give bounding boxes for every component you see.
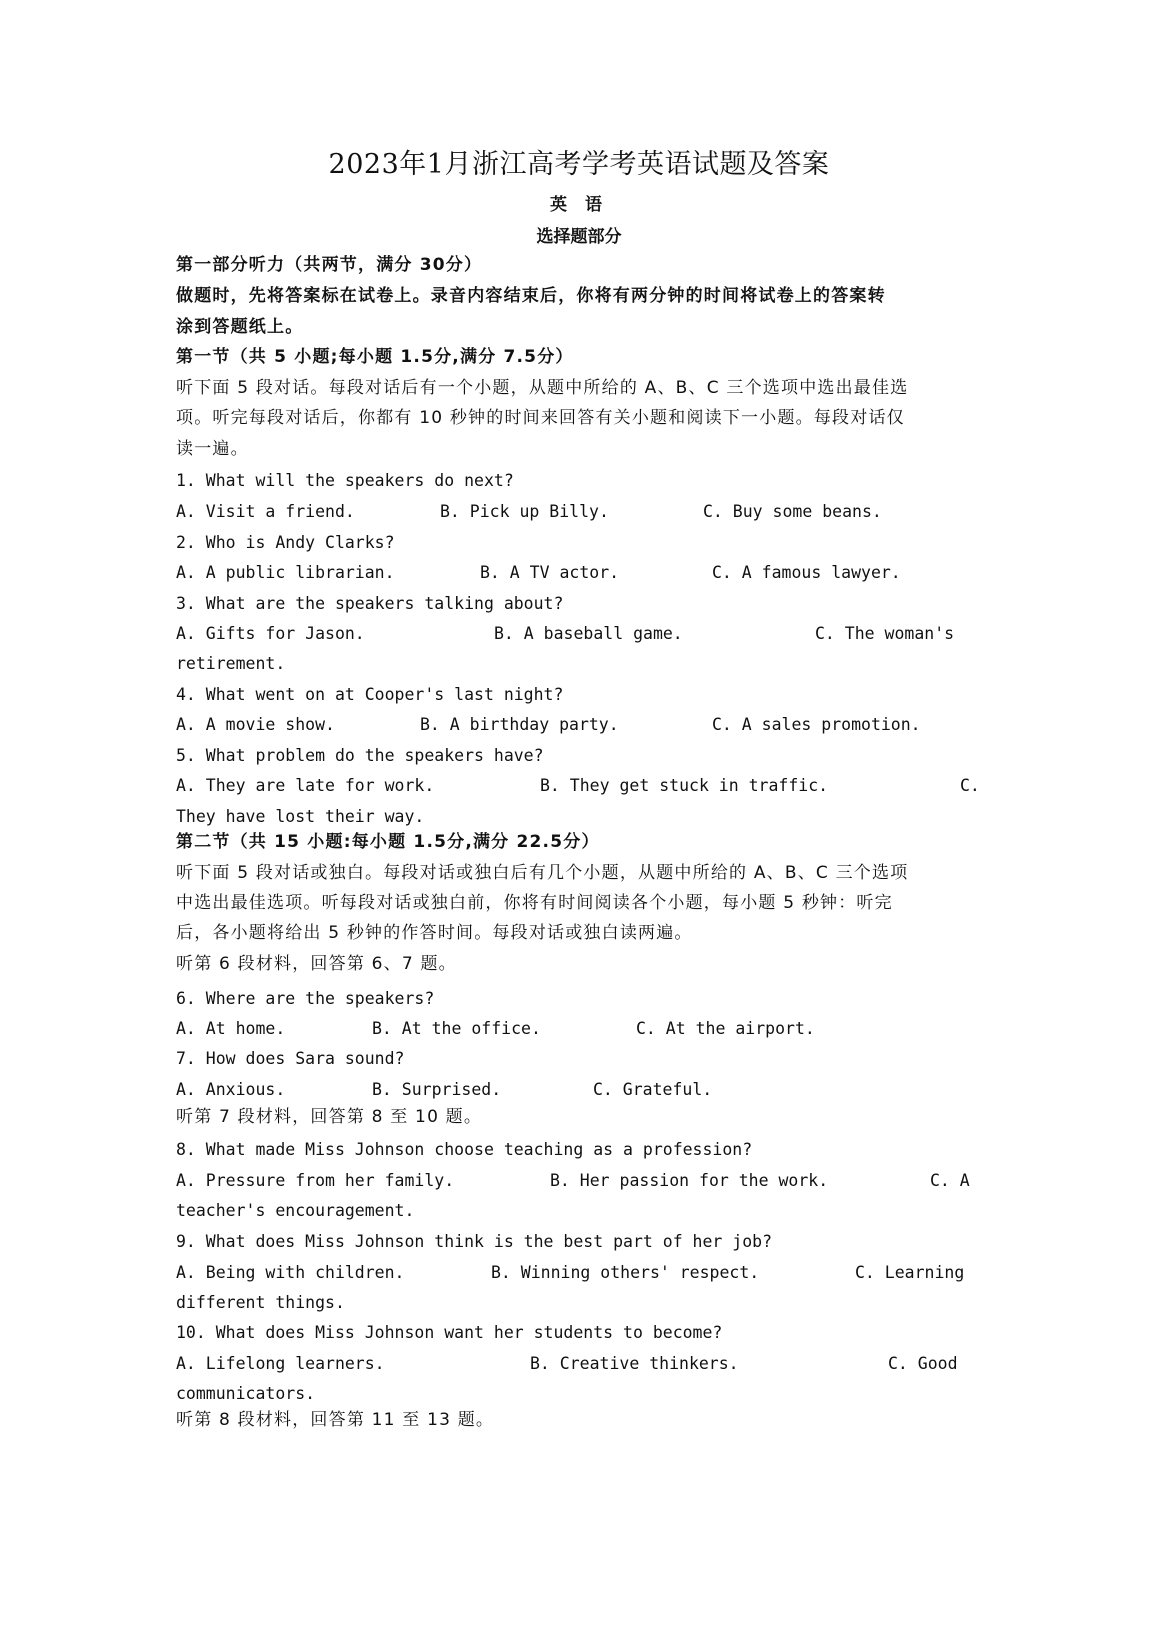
option-continuation: They have lost their way. (176, 807, 425, 826)
question-text: 1. What will the speakers do next? (176, 471, 514, 490)
section-heading: 第一部分听力（共两节，满分 30分） (176, 255, 483, 275)
question-text: 2. Who is Andy Clarks? (176, 533, 395, 552)
option-c: C. A (930, 1171, 970, 1190)
question-text: 6. Where are the speakers? (176, 989, 435, 1008)
part-instruction: 后，各小题将给出 5 秒钟的作答时间。每段对话或独白读两遍。 (176, 923, 693, 943)
option-b: B. They get stuck in traffic. (540, 776, 829, 795)
question-text: 7. How does Sara sound? (176, 1049, 405, 1068)
option-a: A. At home. (176, 1019, 286, 1038)
option-b: B. A birthday party. (420, 715, 619, 734)
option-a: A. Anxious. (176, 1080, 286, 1099)
part-instruction: 中选出最佳选项。听每段对话或独白前，你将有时间阅读各个小题，每小题 5 秒钟：听完 (176, 893, 893, 913)
option-b: B. Pick up Billy. (440, 502, 609, 521)
option-a: A. Being with children. (176, 1263, 405, 1282)
section-instruction: 涂到答题纸上。 (176, 317, 304, 337)
option-b: B. At the office. (372, 1019, 541, 1038)
option-c: C. A sales promotion. (712, 715, 921, 734)
option-b: B. Creative thinkers. (530, 1354, 739, 1373)
question-text: 8. What made Miss Johnson choose teaching as a profession? (176, 1140, 753, 1159)
option-c: C. A famous lawyer. (712, 563, 901, 582)
part-instruction: 读一遍。 (176, 439, 249, 459)
question-text: 4. What went on at Cooper's last night? (176, 685, 564, 704)
section-instruction: 做题时，先将答案标在试卷上。录音内容结束后，你将有两分钟的时间将试卷上的答案转 (176, 286, 886, 306)
material-note: 听第 7 段材料，回答第 8 至 10 题。 (176, 1107, 483, 1127)
option-c: C. (960, 776, 980, 795)
part-instruction: 项。听完每段对话后，你都有 10 秒钟的时间来回答有关小题和阅读下一小题。每段对话仅 (176, 408, 905, 428)
option-b: B. A baseball game. (494, 624, 683, 643)
part-heading: 第二节（共 15 小题:每小题 1.5分,满分 22.5分） (176, 832, 600, 852)
option-b: B. Surprised. (372, 1080, 502, 1099)
option-c: C. Good (888, 1354, 958, 1373)
option-a: A. Pressure from her family. (176, 1171, 455, 1190)
option-a: A. Visit a friend. (176, 502, 355, 521)
option-c: C. At the airport. (636, 1019, 815, 1038)
option-a: A. Lifelong learners. (176, 1354, 385, 1373)
option-b: B. A TV actor. (480, 563, 620, 582)
option-c: C. Buy some beans. (703, 502, 882, 521)
option-a: A. Gifts for Jason. (176, 624, 365, 643)
option-c: C. Grateful. (593, 1080, 713, 1099)
option-c: C. The woman's (815, 624, 955, 643)
question-text: 10. What does Miss Johnson want her students to become? (176, 1323, 723, 1342)
option-a: A. They are late for work. (176, 776, 435, 795)
part-label: 选择题部分 (536, 227, 622, 247)
option-b: B. Her passion for the work. (550, 1171, 829, 1190)
question-text: 5. What problem do the speakers have? (176, 746, 544, 765)
option-a: A. A movie show. (176, 715, 335, 734)
question-text: 3. What are the speakers talking about? (176, 594, 564, 613)
page-title: 2023年1月浙江高考学考英语试题及答案 (328, 149, 830, 180)
option-a: A. A public librarian. (176, 563, 395, 582)
material-note: 听第 6 段材料，回答第 6、7 题。 (176, 954, 457, 974)
part-heading: 第一节（共 5 小题;每小题 1.5分,满分 7.5分） (176, 347, 574, 367)
option-b: B. Winning others' respect. (491, 1263, 760, 1282)
subject-heading: 英 语 (550, 195, 608, 215)
part-instruction: 听下面 5 段对话或独白。每段对话或独白后有几个小题，从题中所给的 A、B、C 三个选项 (176, 863, 909, 883)
option-continuation: teacher's encouragement. (176, 1201, 415, 1220)
material-note: 听第 8 段材料，回答第 11 至 13 题。 (176, 1410, 495, 1430)
question-text: 9. What does Miss Johnson think is the best part of her job? (176, 1232, 773, 1251)
part-instruction: 听下面 5 段对话。每段对话后有一个小题，从题中所给的 A、B、C 三个选项中选出最佳选 (176, 378, 909, 398)
option-continuation: communicators. (176, 1384, 316, 1403)
option-continuation: different things. (176, 1293, 345, 1312)
option-continuation: retirement. (176, 654, 286, 673)
option-c: C. Learning (855, 1263, 965, 1282)
